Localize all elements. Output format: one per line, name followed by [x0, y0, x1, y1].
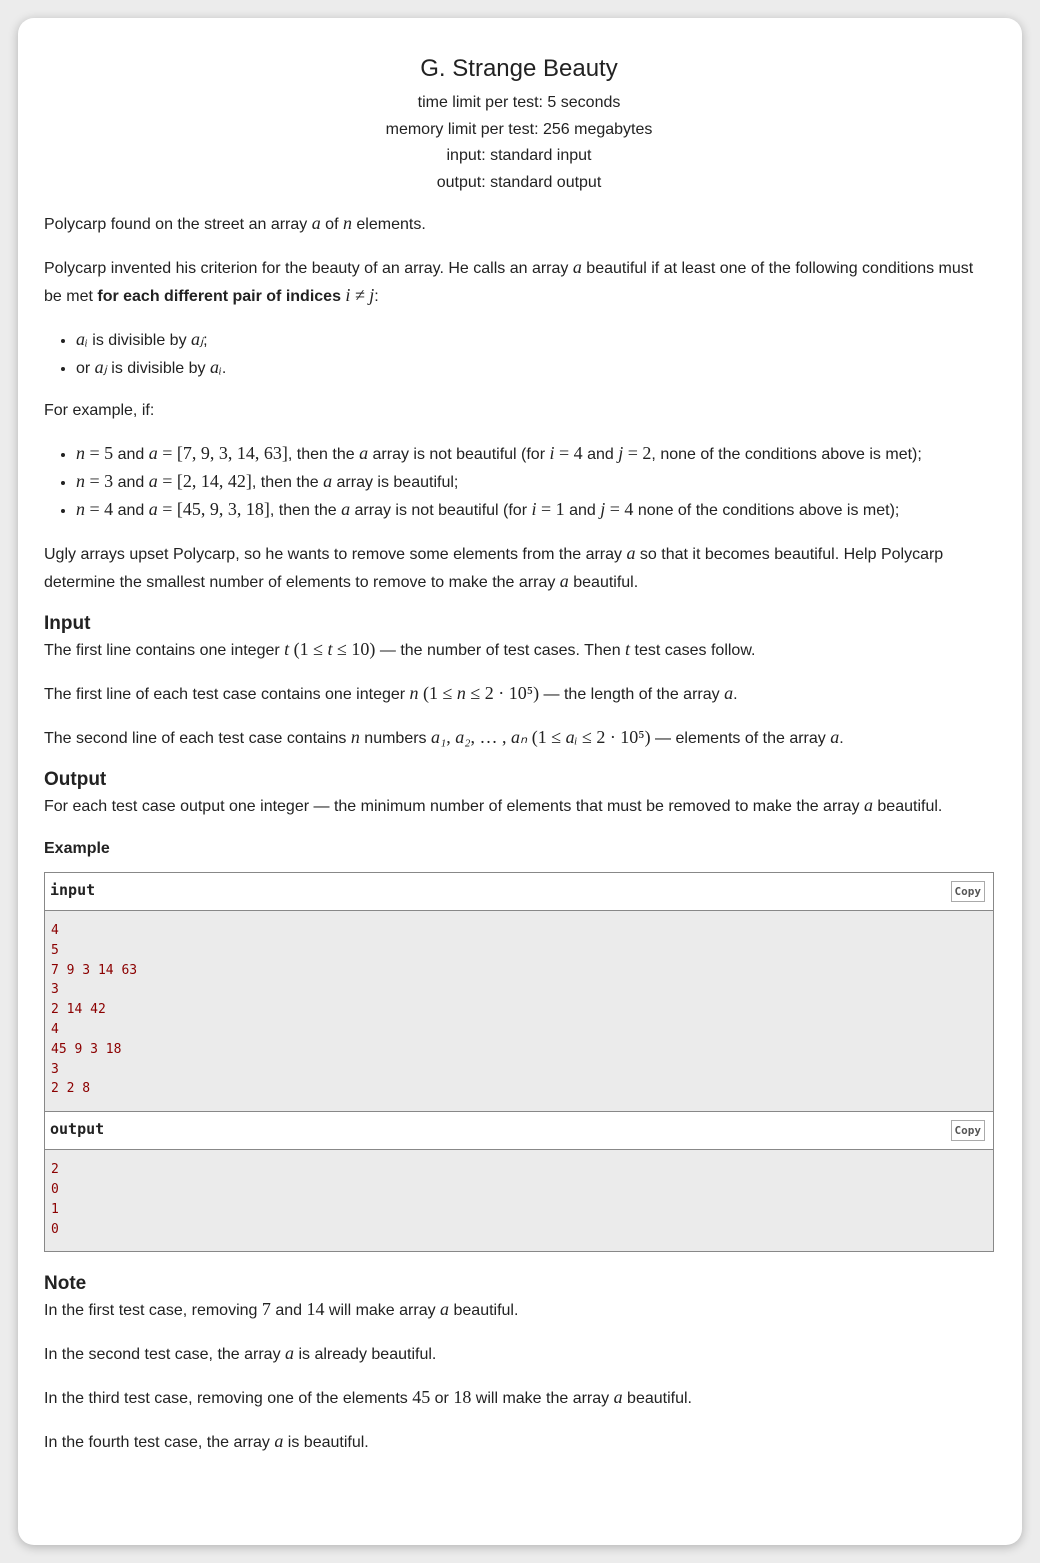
paragraph	[44, 1340, 994, 1368]
text: is divisible by	[87, 332, 192, 349]
text: :	[374, 288, 379, 305]
test-line: 4	[51, 1021, 59, 1037]
list-item	[76, 496, 994, 524]
text: beautiful.	[872, 798, 943, 815]
text: beautiful.	[449, 1302, 519, 1320]
problem-statement	[44, 18, 994, 1472]
text: In the second test case, the array	[44, 1346, 286, 1364]
math-variable: n	[409, 683, 419, 703]
legend-paragraph	[44, 254, 994, 310]
math-variable: a₂	[455, 727, 471, 747]
test-line: 2	[51, 1162, 59, 1178]
text: Polycarp invented his criterion for the beauty of an array. He calls an array	[44, 260, 573, 277]
text: and	[582, 446, 619, 463]
math-variable: aᵢ	[76, 329, 88, 349]
text: is beautiful.	[283, 1434, 369, 1452]
test-line: 4	[51, 923, 59, 938]
paragraph	[44, 792, 994, 820]
math-variable: a	[148, 471, 158, 491]
math-variable: a	[311, 213, 321, 233]
math-variable: a	[626, 543, 636, 563]
math-variable: n	[456, 683, 466, 703]
math-expression: = 1	[536, 499, 565, 519]
math-variable: t	[284, 639, 290, 659]
math-variable: n	[76, 499, 85, 519]
output-label: output	[50, 1120, 105, 1139]
text: will make array	[324, 1302, 441, 1320]
text: — the number of test cases. Then	[375, 642, 626, 659]
section-title: Example	[44, 840, 110, 857]
math-expression: ≤ 2 · 10⁵)	[577, 727, 651, 747]
math-expression: = [7, 9, 3, 14, 63]	[157, 443, 288, 463]
math-expression: 45	[412, 1387, 431, 1408]
text: , none of the conditions above is met);	[651, 446, 922, 463]
text: The first line contains one integer	[44, 642, 285, 659]
text: The first line of each test case contains one integer	[44, 686, 410, 703]
text: and	[113, 474, 149, 491]
math-expression: = 3	[85, 471, 114, 491]
text: , then the	[251, 474, 324, 491]
bold-text: for each different pair of indices	[97, 288, 346, 305]
sample-output[interactable]	[45, 1150, 993, 1251]
section-title: Note	[44, 1273, 87, 1295]
text: or	[76, 360, 95, 377]
text: beautiful if at least one of the following conditions must be met	[44, 260, 974, 305]
math-expression: = 5	[85, 443, 114, 463]
test-line: 0	[51, 1221, 59, 1237]
sample-tests	[44, 836, 994, 1252]
list-item	[76, 354, 994, 382]
example-intro	[44, 398, 994, 424]
math-variable: aᵢ	[209, 357, 222, 377]
math-variable: i	[531, 499, 537, 519]
output-header	[45, 1111, 993, 1150]
math-variable: a	[613, 1387, 623, 1408]
math-variable: a	[148, 499, 158, 519]
text: beautiful.	[622, 1390, 692, 1408]
math-expression: ≤ 2 · 10⁵)	[465, 683, 540, 703]
text: Ugly arrays upset Polycarp, so he wants to remove some elements from the array	[44, 546, 627, 563]
text: and	[113, 446, 149, 463]
legend-paragraph	[44, 210, 994, 238]
sample-box	[44, 872, 994, 1252]
math-expression: = 4	[85, 499, 114, 519]
note-section	[44, 1272, 994, 1456]
section-title: Output	[44, 769, 107, 790]
math-variable: a	[724, 683, 734, 703]
copy-input-button[interactable]: Copy	[951, 881, 986, 902]
math-expression: = 4	[554, 443, 583, 463]
math-variable: a	[148, 443, 158, 463]
test-line: 1	[51, 1201, 59, 1217]
text: beautiful.	[568, 574, 639, 591]
paragraph	[44, 636, 994, 664]
math-variable: a	[830, 727, 840, 747]
text: so that it becomes beautiful. Help Polycarp determine the smallest number of elements to remove to make the array	[44, 546, 944, 591]
output-file: output: standard output	[436, 173, 602, 191]
text: array is not beautiful (for	[368, 446, 550, 463]
math-variable: n	[342, 213, 352, 233]
math-variable: n	[76, 471, 85, 491]
paragraph	[44, 680, 994, 708]
copy-output-button[interactable]: Copy	[951, 1120, 986, 1141]
test-line: 3	[51, 1061, 59, 1077]
problem-card	[18, 18, 1022, 1545]
text: .	[839, 730, 844, 747]
list-item	[76, 326, 994, 354]
math-variable: a	[285, 1343, 295, 1364]
math-variable: a	[572, 257, 582, 277]
list-item	[76, 468, 994, 496]
problem-title: G. Strange Beauty	[420, 55, 618, 82]
text: In the fourth test case, the array	[44, 1434, 275, 1452]
math-variable: a	[341, 499, 351, 519]
math-variable: aⱼ	[191, 329, 204, 349]
text: is divisible by	[106, 360, 210, 377]
text: Polycarp found on the street an array	[44, 216, 312, 233]
math-variable: a	[559, 571, 569, 591]
text: none of the conditions above is met);	[633, 502, 900, 519]
text: array is not beautiful (for	[350, 502, 532, 519]
sample-input[interactable]	[45, 911, 993, 1111]
math-variable: i	[549, 443, 555, 463]
math-expression: (1 ≤	[418, 683, 457, 703]
text: .	[733, 686, 738, 703]
math-variable: a	[863, 795, 873, 815]
memory-limit: memory limit per test: 256 megabytes	[385, 120, 653, 138]
text: of	[320, 216, 343, 233]
text: array is beautiful;	[332, 474, 459, 491]
text: is already beautiful.	[294, 1346, 437, 1364]
text: In the first test case, removing	[44, 1302, 262, 1320]
input-file: input: standard input	[446, 147, 592, 164]
conditions-list	[44, 326, 994, 382]
math-variable: aₙ	[511, 727, 528, 747]
section-title: Input	[44, 613, 91, 634]
math-expression: ≤ 10)	[332, 639, 376, 659]
test-line: 0	[51, 1181, 59, 1197]
task-paragraph	[44, 540, 994, 596]
test-line: 2 14 42	[51, 1002, 106, 1018]
math-variable: aⱼ	[94, 357, 107, 377]
math-variable: a	[274, 1431, 284, 1452]
text: .	[221, 360, 227, 377]
test-line: 5	[51, 942, 59, 958]
text: and	[564, 502, 601, 519]
math-expression: 18	[453, 1387, 472, 1408]
text: numbers	[359, 730, 431, 747]
test-line: 45 9 3 18	[51, 1041, 122, 1057]
math-expression: = [2, 14, 42]	[157, 471, 252, 491]
text: The second line of each test case contains	[44, 730, 351, 747]
paragraph	[44, 1384, 994, 1412]
text: — the length of the array	[539, 686, 725, 703]
math-variable: t	[327, 639, 333, 659]
math-expression: = 4	[605, 499, 634, 519]
test-line: 3	[51, 982, 59, 998]
math-expression: 14	[306, 1299, 325, 1320]
paragraph	[44, 1296, 994, 1324]
paragraph	[44, 1428, 994, 1456]
examples-list	[44, 440, 994, 524]
output-specification	[44, 768, 994, 820]
text: , then the	[269, 502, 342, 519]
input-label: input	[50, 881, 96, 899]
math-expression: (1 ≤	[289, 639, 328, 659]
math-expression: (1 ≤	[527, 727, 566, 747]
math-variable: j	[600, 499, 606, 519]
text: , then the	[287, 446, 360, 463]
text: will make the array	[471, 1390, 614, 1408]
list-item	[76, 440, 994, 468]
text: In the third test case, removing one of the elements	[44, 1390, 413, 1408]
text: or	[430, 1390, 454, 1408]
math-variable: a	[359, 443, 369, 463]
text: ;	[203, 332, 208, 349]
time-limit: time limit per test: 5 seconds	[417, 94, 621, 111]
math-variable: n	[350, 727, 360, 747]
text: — elements of the array	[650, 730, 831, 747]
math-variable: j	[618, 443, 624, 463]
math-expression: = [45, 9, 3, 18]	[157, 499, 270, 519]
math-variable: t	[625, 639, 631, 659]
math-variable: a	[440, 1299, 450, 1320]
text: and	[113, 502, 149, 519]
input-header	[45, 873, 993, 911]
text: elements.	[351, 216, 426, 233]
test-line: 2 2 8	[51, 1081, 91, 1097]
problem-limits	[44, 90, 994, 196]
input-specification	[44, 612, 994, 752]
text: test cases follow.	[630, 642, 756, 659]
text: and	[270, 1302, 307, 1320]
math-expression: 7	[261, 1299, 271, 1320]
math-variable: i ≠ j	[345, 285, 375, 305]
paragraph	[44, 724, 994, 752]
math-variable: n	[76, 443, 85, 463]
text: For example, if:	[44, 402, 155, 419]
math-expression: = 2	[623, 443, 652, 463]
math-variable: a	[323, 471, 333, 491]
test-line: 7 9 3 14 63	[51, 962, 138, 978]
math-expression: , … ,	[470, 727, 512, 747]
text: For each test case output one integer — the minimum number of elements that must be removed to make the array	[44, 798, 864, 815]
math-variable: a₁	[431, 727, 447, 747]
math-variable: aᵢ	[565, 727, 578, 747]
math-expression: ,	[446, 727, 456, 747]
